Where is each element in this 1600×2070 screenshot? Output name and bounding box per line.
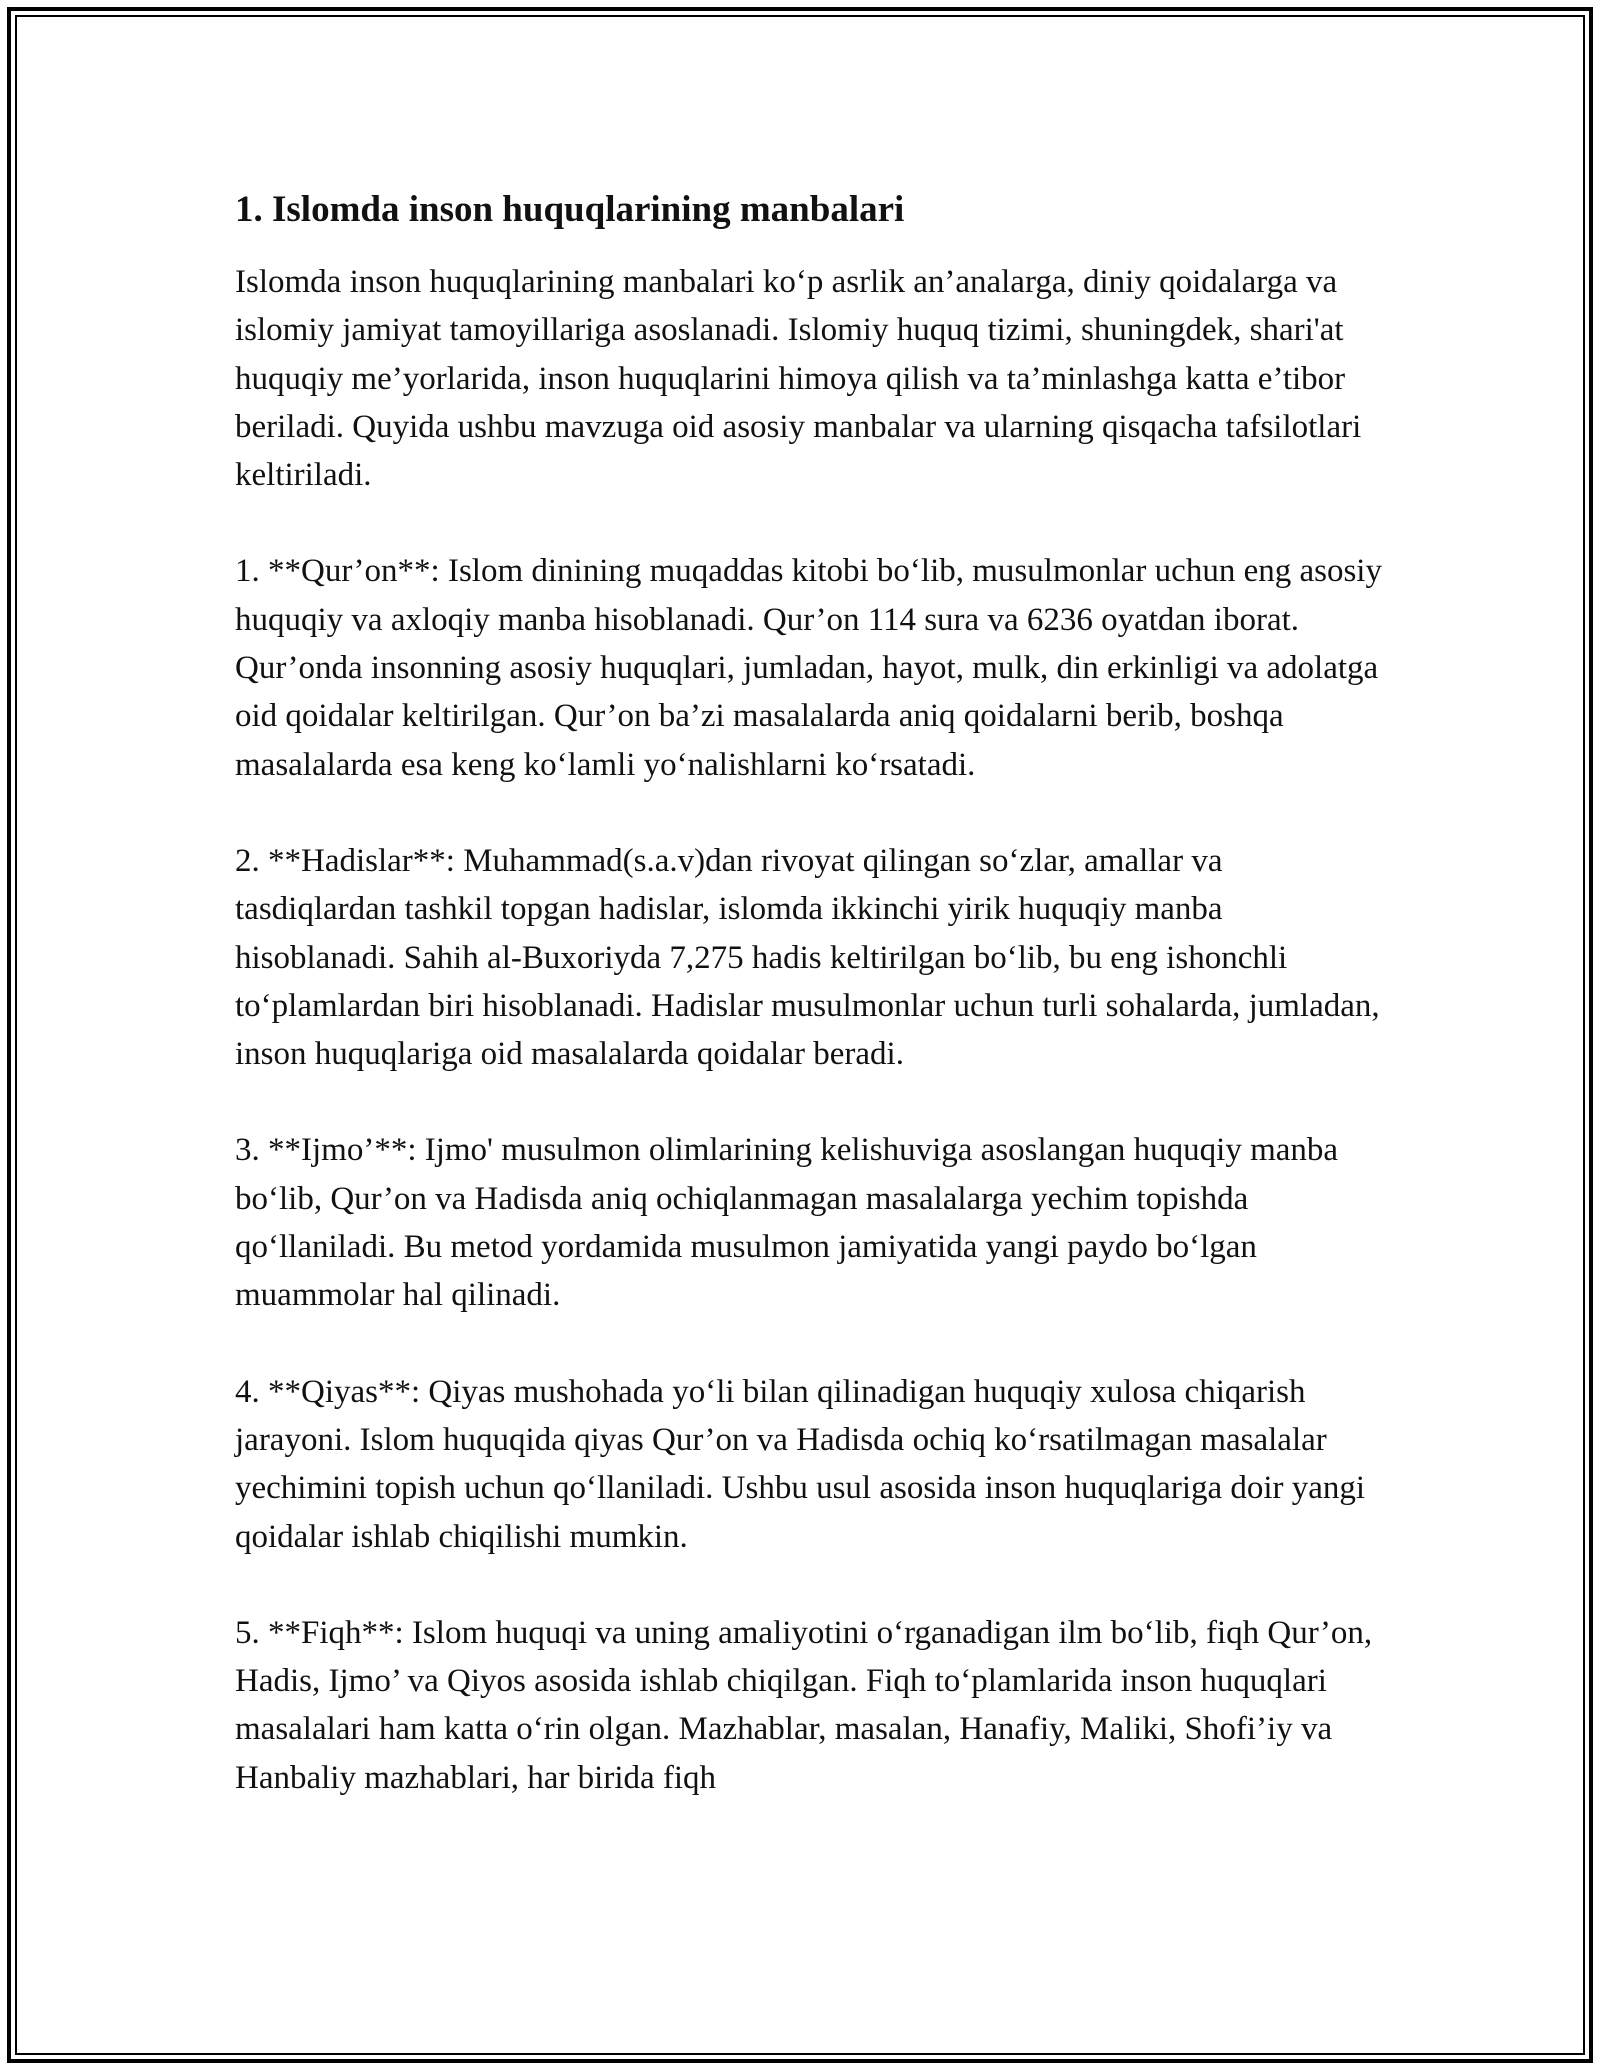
intro-paragraph: Islomda inson huquqlarining manbalari koʻp asrlik an’analarga, diniy qoidalarga va islomiy jamiyat tamoyillariga asoslanadi. Islomiy huquq tizimi, shuningdek, shari'at huquqiy me’yorlarida, inson huquqlarini himoya qilish va ta’minlashga katta e’tibor beriladi. Quyida ushbu mavzuga oid asosiy manbalar va ularning qisqacha tafsilotlari keltiriladi. (235, 264, 1362, 494)
document-body (235, 186, 1385, 1850)
section-heading: 1. Islomda inson huquqlarining manbalari (235, 189, 905, 230)
paragraph-hadislar: 2. **Hadislar**: Muhammad(s.a.v)dan rivoyat qilingan soʻzlar, amallar va tasdiqlardan tashkil topgan hadislar, islomda ikkinchi yirik huquqiy manba hisoblanadi. Sahih al-Buxoriyda 7,275 hadis keltirilgan boʻlib, bu eng ishonchli toʻplamlardan biri hisoblanadi. Hadislar musulmonlar uchun turli sohalarda, jumladan, inson huquqlariga oid masalalarda qoidalar beradi. (235, 842, 1380, 1073)
paragraph-qiyas: 4. **Qiyas**: Qiyas mushohada yoʻli bilan qilinadigan huquqiy xulosa chiqarish jarayoni. Islom huquqida qiyas Qur’on va Hadisda ochiq koʻrsatilmagan masalalar yechimini topish uchun qoʻllaniladi. Ushbu usul asosida inson huquqlariga doir yangi qoidalar ishlab chiqilishi mumkin. (235, 1373, 1366, 1555)
paragraph-quran: 1. **Qur’on**: Islom dinining muqaddas kitobi boʻlib, musulmonlar uchun eng asosiy huquqiy va axloqiy manba hisoblanadi. Qur’on 114 sura va 6236 oyatdan iborat. Qur’onda insonning asosiy huquqlari, jumladan, hayot, mulk, din erkinligi va adolatga oid qoidalar keltirilgan. Qur’on ba’zi masalalarda aniq qoidalarni berib, boshqa masalalarda esa keng koʻlamli yoʻnalishlarni koʻrsatadi. (235, 553, 1382, 783)
paragraph-fiqh: 5. **Fiqh**: Islom huquqi va uning amaliyotini oʻrganadigan ilm boʻlib, fiqh Qur’on, Hadis, Ijmo’ va Qiyos asosida ishlab chiqilgan. Fiqh toʻplamlarida inson huquqlari masalalari ham katta oʻrin olgan. Mazhablar, masalan, Hanafiy, Maliki, Shofi’iy va Hanbaliy mazhablari, har birida fiqh (235, 1614, 1373, 1796)
paragraph-ijmo: 3. **Ijmo’**: Ijmo' musulmon olimlarining kelishuviga asoslangan huquqiy manba boʻlib, Qur’on va Hadisda aniq ochiqlanmagan masalalarga yechim topishda qoʻllaniladi. Bu metod yordamida musulmon jamiyatida yangi paydo boʻlgan muammolar hal qilinadi. (235, 1132, 1339, 1314)
